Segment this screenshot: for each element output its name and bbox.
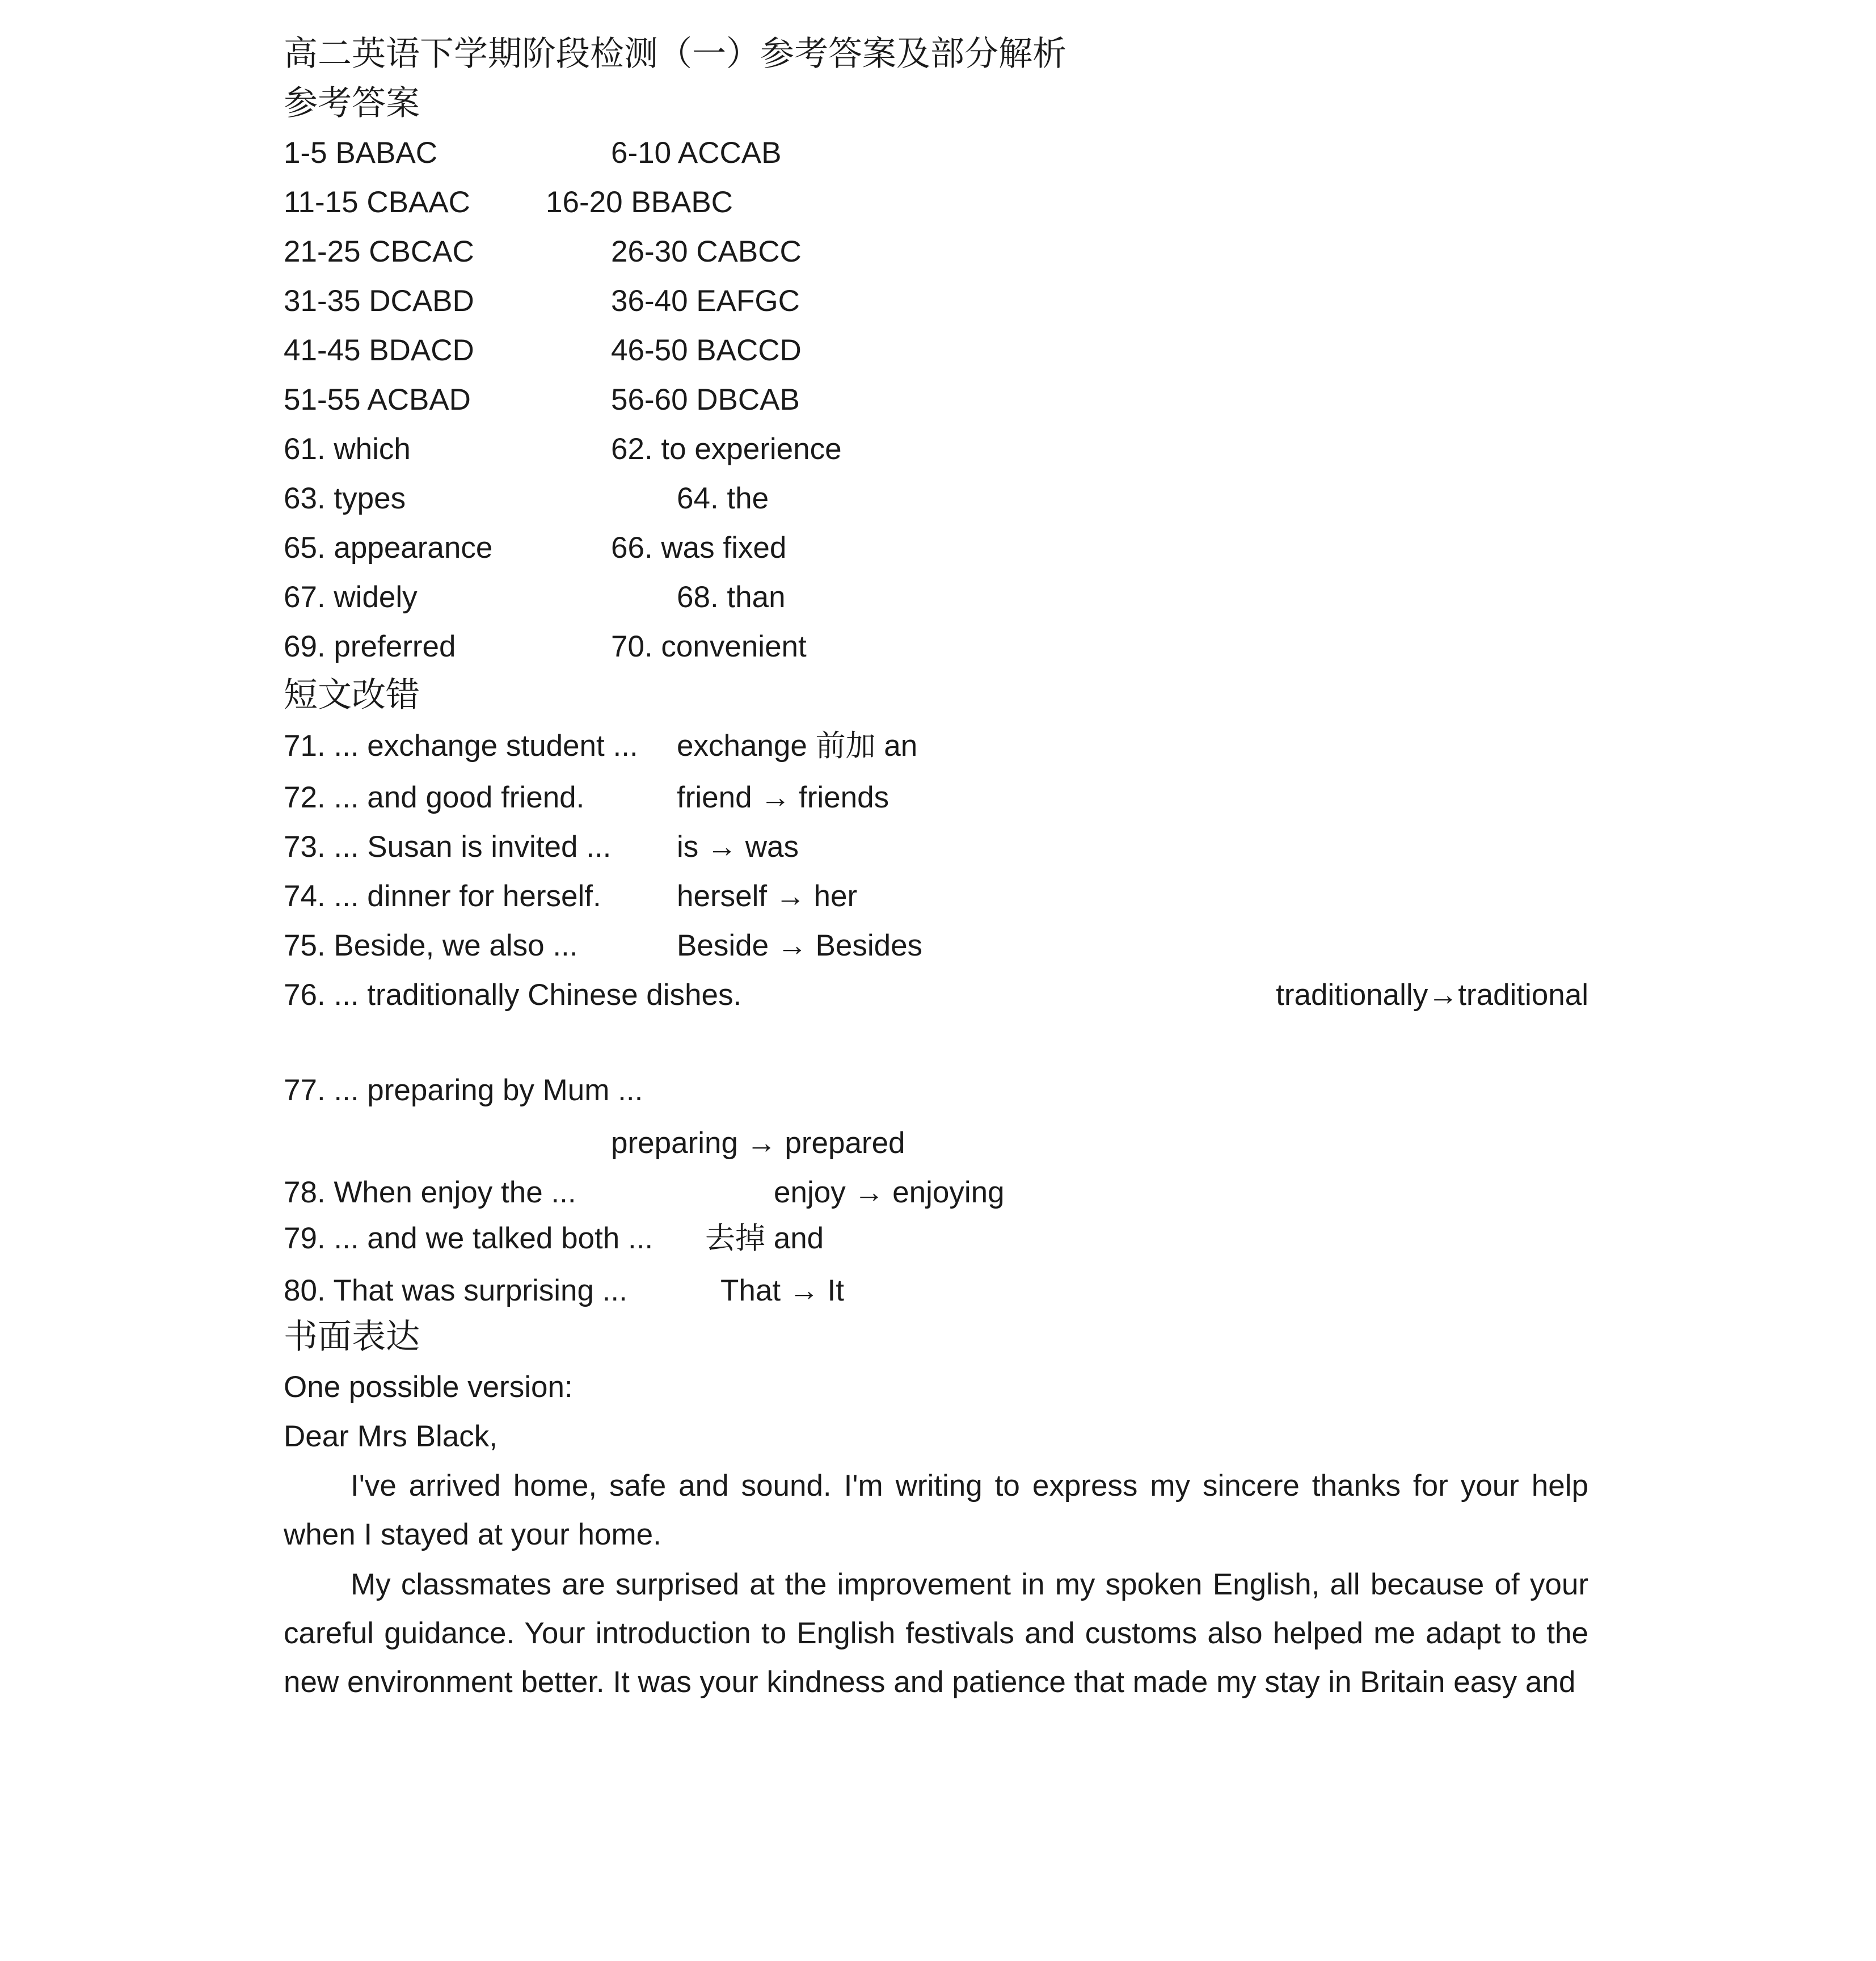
correction-question: 80. That was surprising ...	[284, 1274, 627, 1307]
answer-item: 26-30 CABCC	[611, 235, 802, 268]
answer-item: 63. types	[284, 482, 406, 515]
correction-question: 71. ... exchange student ...	[284, 729, 638, 763]
answer-item: 65. appearance	[284, 531, 493, 565]
correction-question: 75. Beside, we also ...	[284, 929, 578, 962]
answer-item: 16-20 BBABC	[546, 186, 733, 219]
correction-fix: That → It	[720, 1274, 844, 1307]
correction-fix: exchange 前加 an	[677, 729, 918, 763]
correction-fix: friend → friends	[677, 781, 889, 814]
letter-paragraph: I've arrived home, safe and sound. I'm writing to express my sincere thanks for your help when I stayed at your home.	[284, 1469, 1588, 1551]
correction-fix: enjoy → enjoying	[774, 1176, 1005, 1209]
answer-item: 11-15 CBAAC	[284, 186, 470, 219]
writing-heading: 书面表达	[284, 1317, 420, 1357]
answer-item: 41-45 BDACD	[284, 334, 474, 367]
correction-fix: preparing → prepared	[611, 1126, 905, 1160]
answer-item: 62. to experience	[611, 432, 842, 466]
answer-item: 67. widely	[284, 580, 418, 614]
answers-heading: 参考答案	[284, 83, 420, 123]
correction-fix: 去掉 and	[705, 1222, 824, 1255]
correction-question: 74. ... dinner for herself.	[284, 879, 601, 913]
answer-item: 46-50 BACCD	[611, 334, 802, 367]
correction-fix: is → was	[677, 830, 799, 864]
answer-item: 66. was fixed	[611, 531, 787, 565]
answer-item: 6-10 ACCAB	[611, 136, 782, 170]
document-title: 高二英语下学期阶段检测（一）参考答案及部分解析	[284, 34, 1066, 74]
correction-fix: herself → her	[677, 879, 858, 913]
answer-item: 56-60 DBCAB	[611, 383, 800, 416]
correction-question: 77. ... preparing by Mum ...	[284, 1074, 643, 1107]
answer-item: 1-5 BABAC	[284, 136, 438, 170]
correction-heading: 短文改错	[284, 675, 420, 715]
correction-question: 72. ... and good friend.	[284, 781, 585, 814]
answer-item: 31-35 DCABD	[284, 284, 474, 318]
version-label: One possible version:	[284, 1370, 573, 1404]
answer-item: 21-25 CBCAC	[284, 235, 474, 268]
correction-fix: Beside → Besides	[677, 929, 923, 962]
answer-item: 64. the	[677, 482, 769, 515]
letter-paragraph: My classmates are surprised at the improvement in my spoken English, all because of your careful guidance. Your introduction to English festivals and customs also helped me adapt to the new environment better. It was your kindness and patience that made my stay in Britain easy and	[284, 1568, 1588, 1699]
correction-question: 76. ... traditionally Chinese dishes.	[284, 978, 742, 1012]
correction-question: 73. ... Susan is invited ...	[284, 830, 612, 864]
correction-fix: traditionally→traditional	[1276, 978, 1588, 1012]
correction-question: 79. ... and we talked both ...	[284, 1222, 654, 1255]
answer-item: 68. than	[677, 580, 786, 614]
answer-item: 70. convenient	[611, 630, 807, 663]
answer-item: 51-55 ACBAD	[284, 383, 471, 416]
correction-question: 78. When enjoy the ...	[284, 1176, 576, 1209]
answer-item: 36-40 EAFGC	[611, 284, 800, 318]
answer-item: 69. preferred	[284, 630, 456, 663]
letter-salutation: Dear Mrs Black,	[284, 1420, 498, 1453]
answer-item: 61. which	[284, 432, 411, 466]
